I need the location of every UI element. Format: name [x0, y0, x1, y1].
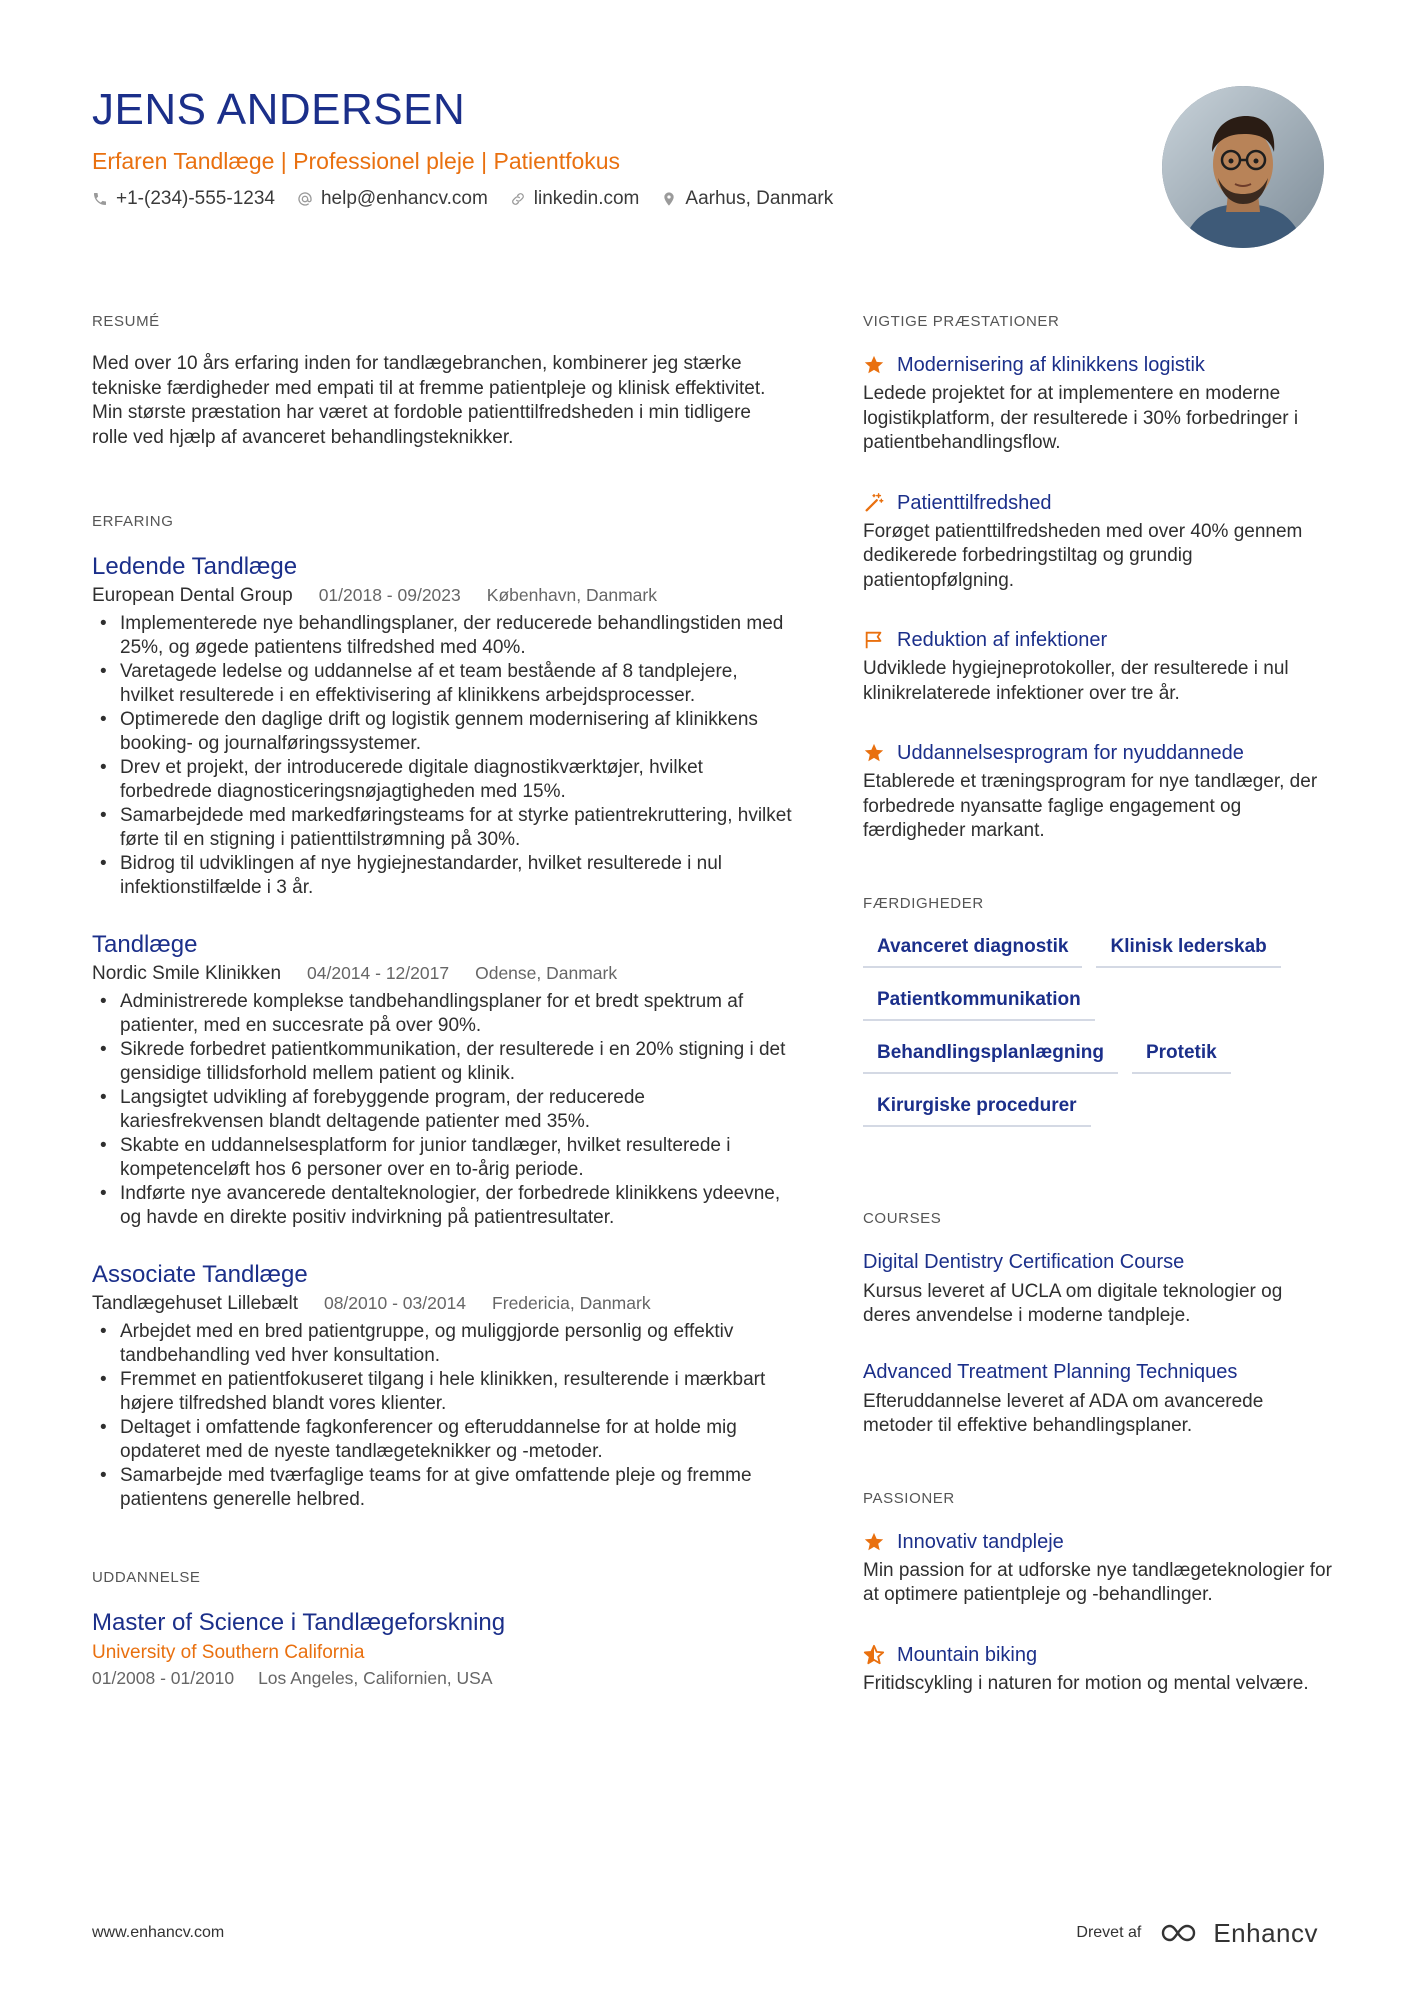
job-company: Tandlægehuset Lillebælt [92, 1293, 298, 1314]
achievement-item [863, 740, 1333, 844]
achievement-title: Uddannelsesprogram for nyuddannede [897, 742, 1244, 764]
phone-text: +1-(234)-555-1234 [116, 188, 275, 209]
course-item [863, 1249, 1333, 1329]
bullet-item: • Implementerede nye behandlingsplaner, der reducerede behandlingstiden med 25%, og øgede patientens tilfredshed med 40%. [92, 612, 792, 660]
contact-location [661, 186, 833, 212]
star-icon [863, 742, 885, 764]
achievement-header [863, 627, 1333, 653]
school-name: University of Southern California [92, 1642, 365, 1663]
job-meta [92, 1291, 792, 1316]
job-meta [92, 961, 792, 986]
achievement-item [863, 352, 1333, 456]
passion-title: Innovativ tandpleje [897, 1530, 1064, 1553]
job-title: Associate Tandlæge [92, 1261, 308, 1288]
profile-photo [1162, 86, 1324, 248]
star-icon [863, 354, 885, 376]
passion-text: Fritidscykling i naturen for motion og mental velvære. [863, 1672, 1309, 1694]
achievement-title: Modernisering af klinikkens logistik [897, 354, 1205, 376]
at-icon [297, 191, 313, 207]
achievement-title: Reduktion af infektioner [897, 629, 1108, 651]
tagline: Erfaren Tandlæge | Professionel pleje | Patientfokus [92, 148, 621, 174]
passion-item [863, 1529, 1333, 1608]
job-location: Fredericia, Danmark [492, 1293, 651, 1313]
passion-header [863, 1529, 1333, 1555]
contact-linkedin[interactable] [510, 186, 640, 212]
bullet-item: • Deltaget i omfattende fagkonferencer og efteruddannelse for at holde mig opdateret med de nyeste tandlægeteknikker og -metoder. [92, 1416, 792, 1464]
bullet-item: • Samarbejdede med markedføringsteams for at styrke patientrekruttering, hvilket førte til en stigning i patienttilstrømning på 30%. [92, 804, 792, 852]
achievement-text: Ledede projektet for at implementere en moderne logistikplatform, der resulterede i 30% forbedringer i patientbehandlingsflow. [863, 383, 1299, 453]
degree-title: Master of Science i Tandlægeforskning [92, 1609, 506, 1636]
location-text: Aarhus, Danmark [685, 188, 834, 209]
skill-tag: Behandlingsplanlægning [863, 1040, 1118, 1074]
achievement-header [863, 740, 1333, 766]
courses-heading: COURSES [863, 1209, 942, 1227]
passions-section [863, 1489, 1333, 1697]
bullet-item: • Administrerede komplekse tandbehandlingsplaner for et bredt spektrum af patienter, med en succesrate på over 90%. [92, 990, 792, 1038]
enhancv-logo-icon [1159, 1921, 1205, 1945]
achievement-title: Patienttilfredshed [897, 491, 1052, 514]
passion-title: Mountain biking [897, 1643, 1038, 1666]
education-dates: 01/2008 - 01/2010 [92, 1668, 235, 1688]
achievement-item [863, 627, 1333, 706]
summary-heading: RESUMÉ [92, 313, 160, 330]
job-entry [92, 552, 792, 900]
job-bullets [92, 1320, 792, 1512]
location-pin-icon [661, 191, 677, 207]
education-location: Los Angeles, Californien, USA [258, 1668, 493, 1688]
education-heading: UDDANNELSE [92, 1569, 201, 1586]
achievement-header [863, 352, 1333, 378]
linkedin-text: linkedin.com [533, 188, 640, 209]
job-dates: 01/2018 - 09/2023 [318, 585, 461, 605]
job-location: Odense, Danmark [475, 963, 618, 983]
experience-heading: ERFARING [92, 513, 174, 530]
job-dates: 04/2014 - 12/2017 [307, 963, 450, 983]
course-title: Advanced Treatment Planning Techniques [863, 1360, 1238, 1383]
achievement-header [863, 490, 1333, 516]
passion-text: Min passion for at udforske nye tandlægeteknologier for at optimere patientpleje og -behandlinger. [863, 1559, 1332, 1605]
course-text: Kursus leveret af UCLA om digitale teknologier og deres anvendelse i moderne tandpleje. [863, 1280, 1283, 1326]
half-star-icon [863, 1644, 885, 1666]
left-column [92, 312, 792, 1690]
bullet-item: • Samarbejde med tværfaglige teams for at give omfattende pleje og fremme patientens generelle helbred. [92, 1464, 792, 1512]
magic-wand-icon [863, 492, 885, 514]
brand-name: Enhancv [1213, 1917, 1318, 1948]
job-company: European Dental Group [92, 585, 293, 606]
achievement-text: Udviklede hygiejneprotokoller, der resulterede i nul klinikrelaterede infektioner over tre år. [863, 658, 1289, 704]
resume-header [92, 84, 1142, 212]
powered-by-label: Drevet af [1076, 1924, 1142, 1941]
job-bullets [92, 612, 792, 900]
passions-heading: PASSIONER [863, 1489, 955, 1507]
bullet-item: • Optimerede den daglige drift og logistik gennem modernisering af klinikkens booking- og journalføringssystemer. [92, 708, 792, 756]
course-text: Efteruddannelse leveret af ADA om avancerede metoder til effektive behandlingsplaner. [863, 1390, 1264, 1436]
summary-section [92, 312, 792, 450]
bullet-item: • Langsigtet udvikling af forebyggende program, der reducerede kariesfrekvensen blandt deltagende patienter med 35%. [92, 1086, 792, 1134]
achievement-item [863, 490, 1333, 594]
passion-header [863, 1642, 1333, 1668]
contact-email[interactable] [297, 186, 488, 212]
link-icon [510, 191, 526, 207]
avatar-portrait [1162, 86, 1324, 248]
contact-row [92, 186, 1142, 212]
achievement-text: Etablerede et træningsprogram for nye tandlæger, der forbedrede nyansatte faglige engagement og færdigheder markant. [863, 771, 1318, 841]
brand-logo[interactable] [1159, 1918, 1318, 1949]
skills-section [863, 894, 1333, 1127]
skills-heading: FÆRDIGHEDER [863, 894, 984, 912]
email-text: help@enhancv.com [320, 188, 488, 209]
skill-tag: Avanceret diagnostik [863, 934, 1082, 968]
bullet-item: • Bidrog til udviklingen af nye hygiejnestandarder, hvilket resulterede i nul infektionstilfælde i 3 år. [92, 852, 792, 900]
job-company: Nordic Smile Klinikken [92, 963, 282, 984]
skills-list [863, 934, 1333, 1127]
flag-icon [863, 629, 885, 651]
job-bullets [92, 990, 792, 1230]
job-title: Ledende Tandlæge [92, 553, 298, 580]
footer-url[interactable]: www.enhancv.com [92, 1924, 225, 1941]
phone-icon [92, 191, 108, 207]
page-footer [92, 1916, 1318, 1950]
achievements-heading: VIGTIGE PRÆSTATIONER [863, 313, 1060, 330]
bullet-item: • Sikrede forbedret patientkommunikation, der resulterede i en 20% stigning i det gensidige tillidsforhold mellem patient og klinik. [92, 1038, 792, 1086]
star-icon [863, 1531, 885, 1553]
course-title: Digital Dentistry Certification Course [863, 1250, 1185, 1273]
achievements-section [863, 312, 1333, 844]
job-entry [92, 1260, 792, 1512]
right-column [863, 312, 1333, 1730]
achievement-text: Forøget patienttilfredsheden med over 40% gennem dedikerede forbedringstiltag og grundig patientopfølgning. [863, 520, 1303, 591]
course-item [863, 1359, 1333, 1439]
summary-text: Med over 10 års erfaring inden for tandlægebranchen, kombinerer jeg stærke tekniske færdigheder med empati til at fremme patientpleje og klinisk effektivitet. Min største præstation har været at fordoble patienttilfredsheden i min tidligere rolle ved hjælp af avanceret behandlingsteknikker. [92, 353, 766, 448]
skill-tag: Kirurgiske procedurer [863, 1093, 1091, 1127]
bullet-item: • Arbejdet med en bred patientgruppe, og muliggjorde personlig og effektiv tandbehandling ved hver konsultation. [92, 1320, 792, 1368]
skill-tag: Protetik [1132, 1040, 1231, 1074]
job-dates: 08/2010 - 03/2014 [323, 1293, 467, 1313]
experience-section [92, 512, 792, 1512]
education-meta [92, 1666, 792, 1690]
candidate-name: JENS ANDERSEN [92, 85, 466, 134]
courses-section [863, 1209, 1333, 1439]
job-location: København, Danmark [486, 585, 657, 605]
bullet-item: • Skabte en uddannelsesplatform for junior tandlæger, hvilket resulterede i kompetenceløft hos 6 personer over en to-årig periode. [92, 1134, 792, 1182]
education-section [92, 1568, 792, 1690]
bullet-item: • Fremmet en patientfokuseret tilgang i hele klinikken, resulterende i mærkbart højere tilfredshed blandt vores klienter. [92, 1368, 792, 1416]
skill-tag: Patientkommunikation [863, 987, 1095, 1021]
footer-brand [1076, 1918, 1318, 1949]
job-title: Tandlæge [92, 931, 198, 958]
job-entry [92, 930, 792, 1230]
contact-phone [92, 186, 275, 212]
skill-tag: Klinisk lederskab [1096, 934, 1280, 968]
bullet-item: • Varetagede ledelse og uddannelse af et team bestående af 8 tandplejere, hvilket resulterede i en effektivisering af klinikkens arbejdsprocesser. [92, 660, 792, 708]
bullet-item: • Indførte nye avancerede dentalteknologier, der forbedrede klinikkens ydeevne, og havde en direkte positiv indvirkning på patientresultater. [92, 1182, 792, 1230]
passion-item [863, 1642, 1333, 1697]
bullet-item: • Drev et projekt, der introducerede digitale diagnostikværktøjer, hvilket forbedrede diagnosticeringsnøjagtigheden med 15%. [92, 756, 792, 804]
job-meta [92, 583, 792, 608]
